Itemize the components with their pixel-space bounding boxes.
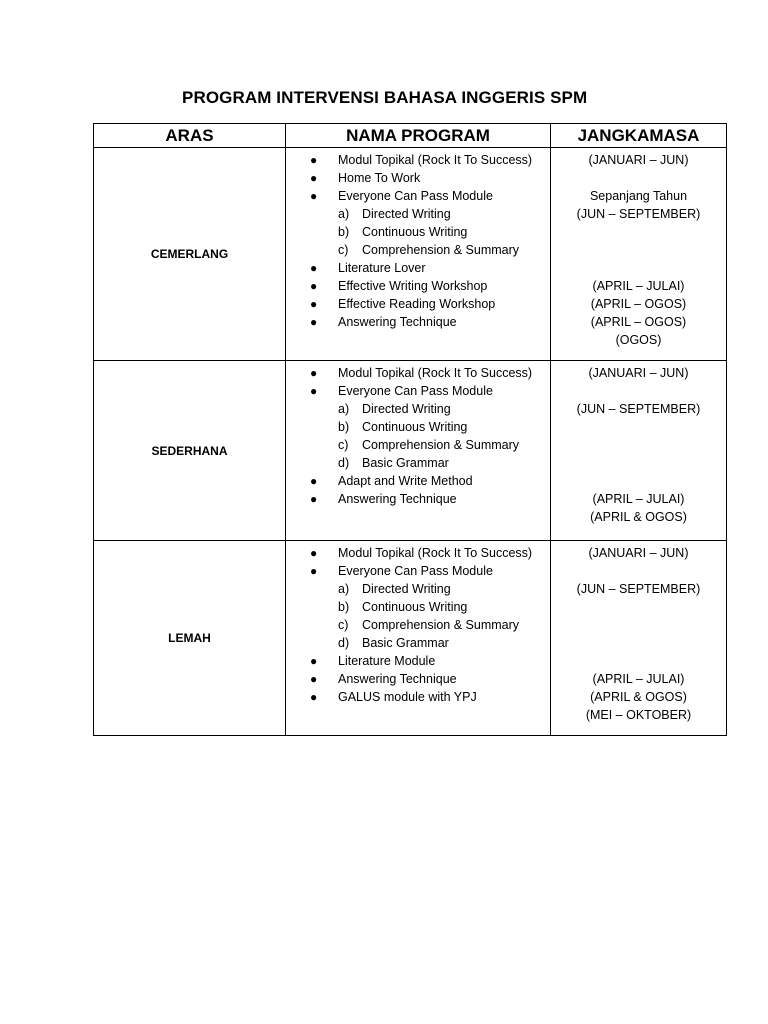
list-item <box>286 688 544 706</box>
bullet-icon: ● <box>310 384 318 398</box>
duration-text: (APRIL – JULAI) <box>592 492 685 506</box>
program-name: Modul Topikal (Rock It To Success) <box>338 366 533 380</box>
duration-text: Sepanjang Tahun <box>589 189 688 203</box>
list-item <box>286 598 544 616</box>
program-name: Everyone Can Pass Module <box>338 189 493 203</box>
duration-cell <box>551 361 727 541</box>
table-row <box>94 541 727 736</box>
list-item <box>286 562 544 580</box>
program-name: Effective Writing Workshop <box>338 279 488 293</box>
duration-text: (APRIL & OGOS) <box>590 510 687 524</box>
program-name: Comprehension & Summary <box>362 618 520 632</box>
table-row <box>94 148 727 361</box>
list-item <box>286 418 544 436</box>
program-name: Continuous Writing <box>362 420 468 434</box>
bullet-icon: ● <box>310 297 318 311</box>
list-item <box>286 241 544 259</box>
header-level: ARAS <box>94 124 286 148</box>
duration-text <box>551 616 726 634</box>
program-cell <box>286 361 551 541</box>
duration-text: (JUN – SEPTEMBER) <box>576 582 701 596</box>
list-item <box>286 259 544 277</box>
program-list <box>286 364 544 508</box>
bullet-icon: ● <box>310 261 318 275</box>
list-item <box>286 634 544 652</box>
duration-text: (APRIL & OGOS) <box>590 690 687 704</box>
list-item <box>286 187 544 205</box>
table-header-row <box>94 124 727 148</box>
program-name: Modul Topikal (Rock It To Success) <box>338 153 533 167</box>
program-name: Effective Reading Workshop <box>338 297 496 311</box>
duration-text: (APRIL – OGOS) <box>590 297 687 311</box>
list-item <box>286 616 544 634</box>
header-program: NAMA PROGRAM <box>286 124 551 148</box>
bullet-icon: ● <box>310 690 318 704</box>
list-item <box>286 400 544 418</box>
duration-text: (APRIL – OGOS) <box>590 315 687 329</box>
program-table <box>93 123 727 736</box>
level-cell: CEMERLANG <box>94 148 286 361</box>
list-item <box>286 490 544 508</box>
list-item <box>286 205 544 223</box>
program-name: Comprehension & Summary <box>362 438 520 452</box>
list-item <box>286 277 544 295</box>
bullet-icon: ● <box>310 492 318 506</box>
list-item <box>286 652 544 670</box>
duration-text <box>551 418 726 436</box>
program-name: Comprehension & Summary <box>362 243 520 257</box>
program-name: GALUS module with YPJ <box>338 690 477 704</box>
program-name: Modul Topikal (Rock It To Success) <box>338 546 533 560</box>
program-name: Directed Writing <box>362 582 451 596</box>
list-item <box>286 223 544 241</box>
program-cell <box>286 148 551 361</box>
program-name: Literature Module <box>338 654 436 668</box>
list-item <box>286 382 544 400</box>
duration-text: (JANUARI – JUN) <box>588 366 689 380</box>
bullet-icon: ● <box>310 546 318 560</box>
list-item <box>286 295 544 313</box>
list-item <box>286 580 544 598</box>
duration-text <box>551 454 726 472</box>
bullet-icon: ● <box>310 315 318 329</box>
sub-item-marker: c) <box>338 618 349 632</box>
duration-text: (JUN – SEPTEMBER) <box>576 207 701 221</box>
list-item <box>286 169 544 187</box>
duration-cell <box>551 148 727 361</box>
level-cell: LEMAH <box>94 541 286 736</box>
program-name: Answering Technique <box>338 315 457 329</box>
duration-text: (JANUARI – JUN) <box>588 153 689 167</box>
list-item <box>286 364 544 382</box>
bullet-icon: ● <box>310 171 318 185</box>
program-name: Adapt and Write Method <box>338 474 473 488</box>
sub-item-marker: b) <box>338 420 350 434</box>
duration-text: (OGOS) <box>615 333 662 347</box>
duration-text: (APRIL – JULAI) <box>592 672 685 686</box>
list-item <box>286 670 544 688</box>
page-title: PROGRAM INTERVENSI BAHASA INGGERIS SPM <box>182 88 588 107</box>
program-list <box>286 544 544 706</box>
program-name: Basic Grammar <box>362 636 449 650</box>
sub-item-marker: a) <box>338 207 350 221</box>
program-name: Continuous Writing <box>362 225 468 239</box>
duration-cell <box>551 541 727 736</box>
duration-text: (APRIL – JULAI) <box>592 279 685 293</box>
program-name: Basic Grammar <box>362 456 449 470</box>
sub-item-marker: d) <box>338 636 350 650</box>
sub-item-marker: c) <box>338 438 349 452</box>
duration-text <box>551 169 726 187</box>
program-name: Answering Technique <box>338 672 457 686</box>
list-item <box>286 151 544 169</box>
program-list <box>286 151 544 331</box>
program-cell <box>286 541 551 736</box>
list-item <box>286 472 544 490</box>
list-item <box>286 454 544 472</box>
list-item <box>286 544 544 562</box>
duration-text <box>551 382 726 400</box>
sub-item-marker: a) <box>338 582 350 596</box>
header-duration: JANGKAMASA <box>551 124 727 148</box>
sub-item-marker: c) <box>338 243 349 257</box>
list-item <box>286 436 544 454</box>
sub-item-marker: a) <box>338 402 350 416</box>
bullet-icon: ● <box>310 474 318 488</box>
duration-text <box>551 223 726 241</box>
program-name: Literature Lover <box>338 261 426 275</box>
bullet-icon: ● <box>310 153 318 167</box>
program-name: Directed Writing <box>362 207 451 221</box>
program-name: Home To Work <box>338 171 421 185</box>
bullet-icon: ● <box>310 366 318 380</box>
duration-text: (JUN – SEPTEMBER) <box>576 402 701 416</box>
duration-text <box>551 436 726 454</box>
program-name: Continuous Writing <box>362 600 468 614</box>
bullet-icon: ● <box>310 279 318 293</box>
table-row <box>94 361 727 541</box>
sub-item-marker: d) <box>338 456 350 470</box>
sub-item-marker: b) <box>338 600 350 614</box>
duration-text <box>551 472 726 490</box>
duration-text: (MEI – OKTOBER) <box>585 708 692 722</box>
duration-text <box>551 241 726 259</box>
duration-text: (JANUARI – JUN) <box>588 546 689 560</box>
bullet-icon: ● <box>310 672 318 686</box>
duration-text <box>551 598 726 616</box>
sub-item-marker: b) <box>338 225 350 239</box>
duration-text <box>551 259 726 277</box>
duration-text <box>551 652 726 670</box>
program-name: Answering Technique <box>338 492 457 506</box>
bullet-icon: ● <box>310 189 318 203</box>
bullet-icon: ● <box>310 654 318 668</box>
duration-text <box>551 634 726 652</box>
list-item <box>286 313 544 331</box>
bullet-icon: ● <box>310 564 318 578</box>
level-cell: SEDERHANA <box>94 361 286 541</box>
program-name: Directed Writing <box>362 402 451 416</box>
duration-text <box>551 562 726 580</box>
program-name: Everyone Can Pass Module <box>338 564 493 578</box>
program-name: Everyone Can Pass Module <box>338 384 493 398</box>
